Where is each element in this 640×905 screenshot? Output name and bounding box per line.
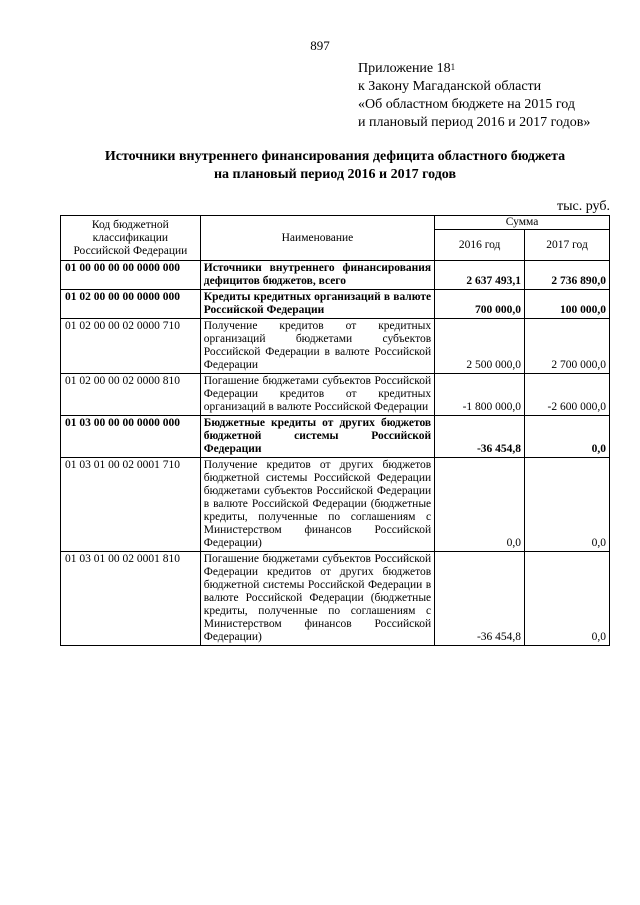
- row-value-2017: -2 600 000,0: [525, 374, 610, 416]
- row-code: 01 02 00 00 02 0000 710: [61, 319, 201, 374]
- row-code: 01 03 00 00 00 0000 000: [61, 416, 201, 458]
- row-value-2016: 2 637 493,1: [435, 261, 525, 290]
- row-value-2017: 2 736 890,0: [525, 261, 610, 290]
- table-row: [61, 319, 610, 374]
- title-line-1: Источники внутреннего финансирования дефицита областного бюджета: [104, 149, 566, 164]
- row-name: Получение кредитов от кредитных организаций бюджетами субъектов Российской Федерации в валюте Российской Федерации: [200, 319, 434, 374]
- table-row: [61, 374, 610, 416]
- header-sum: Сумма: [435, 216, 610, 230]
- row-code: 01 03 01 00 02 0001 810: [61, 552, 201, 646]
- row-value-2016: -36 454,8: [435, 552, 525, 646]
- table-row: [61, 416, 610, 458]
- header-name: Наименование: [200, 216, 434, 261]
- header-year-2017: 2017 год: [525, 230, 610, 261]
- row-code: 01 00 00 00 00 0000 000: [61, 261, 201, 290]
- financing-sources-table: [60, 215, 610, 646]
- row-code: 01 02 00 00 02 0000 810: [61, 374, 201, 416]
- row-name: Источники внутреннего финансирования дефицитов бюджетов, всего: [200, 261, 434, 290]
- appendix-header: [358, 60, 628, 132]
- table-row: [61, 552, 610, 646]
- table-row: [61, 261, 610, 290]
- appendix-line-4: и плановый период 2016 и 2017 годов»: [358, 115, 591, 130]
- row-value-2016: 700 000,0: [435, 290, 525, 319]
- table-row: [61, 458, 610, 552]
- row-value-2016: 2 500 000,0: [435, 319, 525, 374]
- document-title: [60, 148, 610, 184]
- row-value-2017: 100 000,0: [525, 290, 610, 319]
- row-value-2017: 0,0: [525, 458, 610, 552]
- row-value-2017: 0,0: [525, 416, 610, 458]
- row-value-2016: -1 800 000,0: [435, 374, 525, 416]
- row-value-2016: -36 454,8: [435, 416, 525, 458]
- row-name: Погашение бюджетами субъектов Российской Федерации кредитов от других бюджетов бюджетной системы Российской Федерации в валюте Российской Федерации (бюджетные кредиты, полученные по соглашениям с Министерством финансов Российской Федерации): [200, 552, 434, 646]
- row-name: Бюджетные кредиты от других бюджетов бюджетной системы Российской Федерации: [200, 416, 434, 458]
- page-number: 897: [310, 38, 330, 53]
- appendix-line-2: к Закону Магаданской области: [358, 79, 542, 94]
- appendix-superscript: 1: [450, 62, 456, 72]
- header-year-2016: 2016 год: [435, 230, 525, 261]
- title-line-2: на плановый период 2016 и 2017 годов: [213, 167, 457, 182]
- row-code: 01 03 01 00 02 0001 710: [61, 458, 201, 552]
- row-code: 01 02 00 00 00 0000 000: [61, 290, 201, 319]
- row-name: Получение кредитов от других бюджетов бюджетной системы Российской Федерации бюджетами субъектов Российской Федерации в валюте Российской Федерации (бюджетные кредиты, полученные по соглашениям с Министерством финансов Российской Федерации): [200, 458, 434, 552]
- row-value-2017: 2 700 000,0: [525, 319, 610, 374]
- row-value-2017: 0,0: [525, 552, 610, 646]
- appendix-line-1: [358, 60, 628, 78]
- row-name: Погашение бюджетами субъектов Российской Федерации кредитов от кредитных организаций в валюте Российской Федерации: [200, 374, 434, 416]
- units-label: тыс. руб.: [557, 199, 610, 214]
- table-row: [61, 290, 610, 319]
- appendix-title: Приложение 18: [358, 61, 451, 76]
- row-name: Кредиты кредитных организаций в валюте Российской Федерации: [200, 290, 434, 319]
- row-value-2016: 0,0: [435, 458, 525, 552]
- header-code: Код бюджетной классификации Российской Федерации: [61, 216, 201, 261]
- appendix-line-3: «Об областном бюджете на 2015 год: [358, 97, 575, 112]
